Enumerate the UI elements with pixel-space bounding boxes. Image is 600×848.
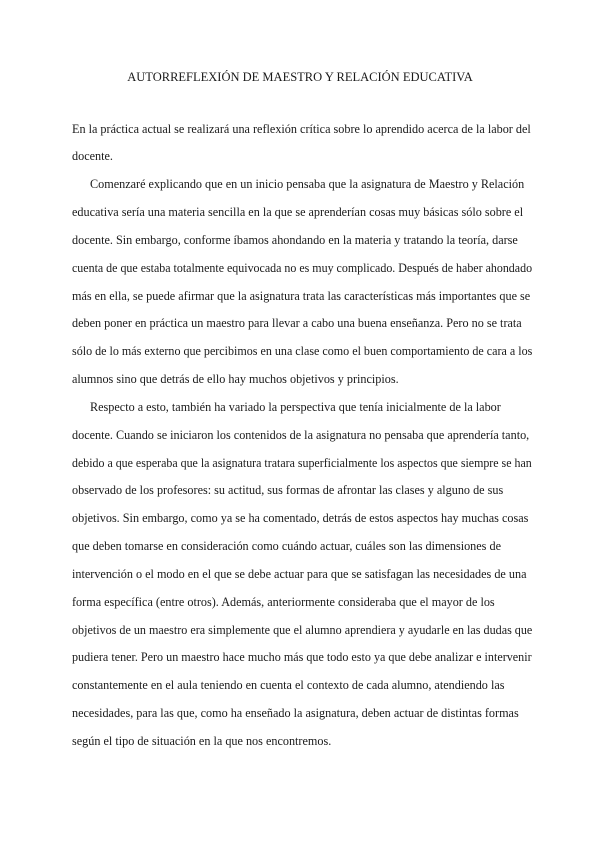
text-line: según el tipo de situación en la que nos encontremos. <box>72 734 332 748</box>
document-title: AUTORREFLEXIÓN DE MAESTRO Y RELACIÓN EDUCATIVA <box>127 70 473 84</box>
text-line: que deben tomarse en consideración como cuándo actuar, cuáles son las dimensiones de <box>72 539 501 553</box>
text-line: observado de los profesores: su actitud, sus formas de afrontar las clases y alguno de sus <box>72 483 504 497</box>
text-line: necesidades, para las que, como ha enseñado la asignatura, deben actuar de distintas formas <box>72 706 519 720</box>
text-line: Respecto a esto, también ha variado la perspectiva que tenía inicialmente de la labor <box>90 400 501 414</box>
text-line: debido a que esperaba que la asignatura tratara superficialmente los aspectos que siempre se han <box>72 456 532 470</box>
text-line: En la práctica actual se realizará una reflexión crítica sobre lo aprendido acerca de la labor del <box>72 122 531 136</box>
text-line: docente. <box>72 149 113 163</box>
text-line: objetivos. Sin embargo, como ya se ha comentado, detrás de estos aspectos hay muchas cosas <box>72 511 529 525</box>
text-line: forma específica (entre otros). Además, anteriormente consideraba que el mayor de los <box>72 595 495 609</box>
text-line: alumnos sino que detrás de ello hay muchos objetivos y principios. <box>72 372 399 386</box>
text-line: intervención o el modo en el que se debe actuar para que se satisfagan las necesidades de una <box>72 567 527 581</box>
text-line: objetivos de un maestro era simplemente que el alumno aprendiera y ayudarle en las dudas que <box>72 623 533 637</box>
text-line: Comenzaré explicando que en un inicio pensaba que la asignatura de Maestro y Relación <box>90 177 525 191</box>
text-line: pudiera tener. Pero un maestro hace mucho más que todo esto ya que debe analizar e intervenir <box>72 650 532 664</box>
text-line: sólo de lo más externo que percibimos en una clase como el buen comportamiento de cara a los <box>72 344 533 358</box>
text-line: docente. Cuando se iniciaron los contenidos de la asignatura no pensaba que aprendería tanto, <box>72 428 530 442</box>
text-line: educativa sería una materia sencilla en la que se aprenderían cosas muy básicas sólo sobre el <box>72 205 524 219</box>
text-line: docente. Sin embargo, conforme íbamos ahondando en la materia y tratando la teoría, darse <box>72 233 518 247</box>
text-line: deben poner en práctica un maestro para llevar a cabo una buena enseñanza. Pero no se trata <box>72 316 522 330</box>
text-line: cuenta de que estaba totalmente equivocada no es muy complicado. Después de haber ahondado <box>72 261 533 275</box>
text-line: más en ella, se puede afirmar que la asignatura trata las características más importantes que se <box>72 289 531 303</box>
text-line: constantemente en el aula teniendo en cuenta el contexto de cada alumno, atendiendo las <box>72 678 505 692</box>
